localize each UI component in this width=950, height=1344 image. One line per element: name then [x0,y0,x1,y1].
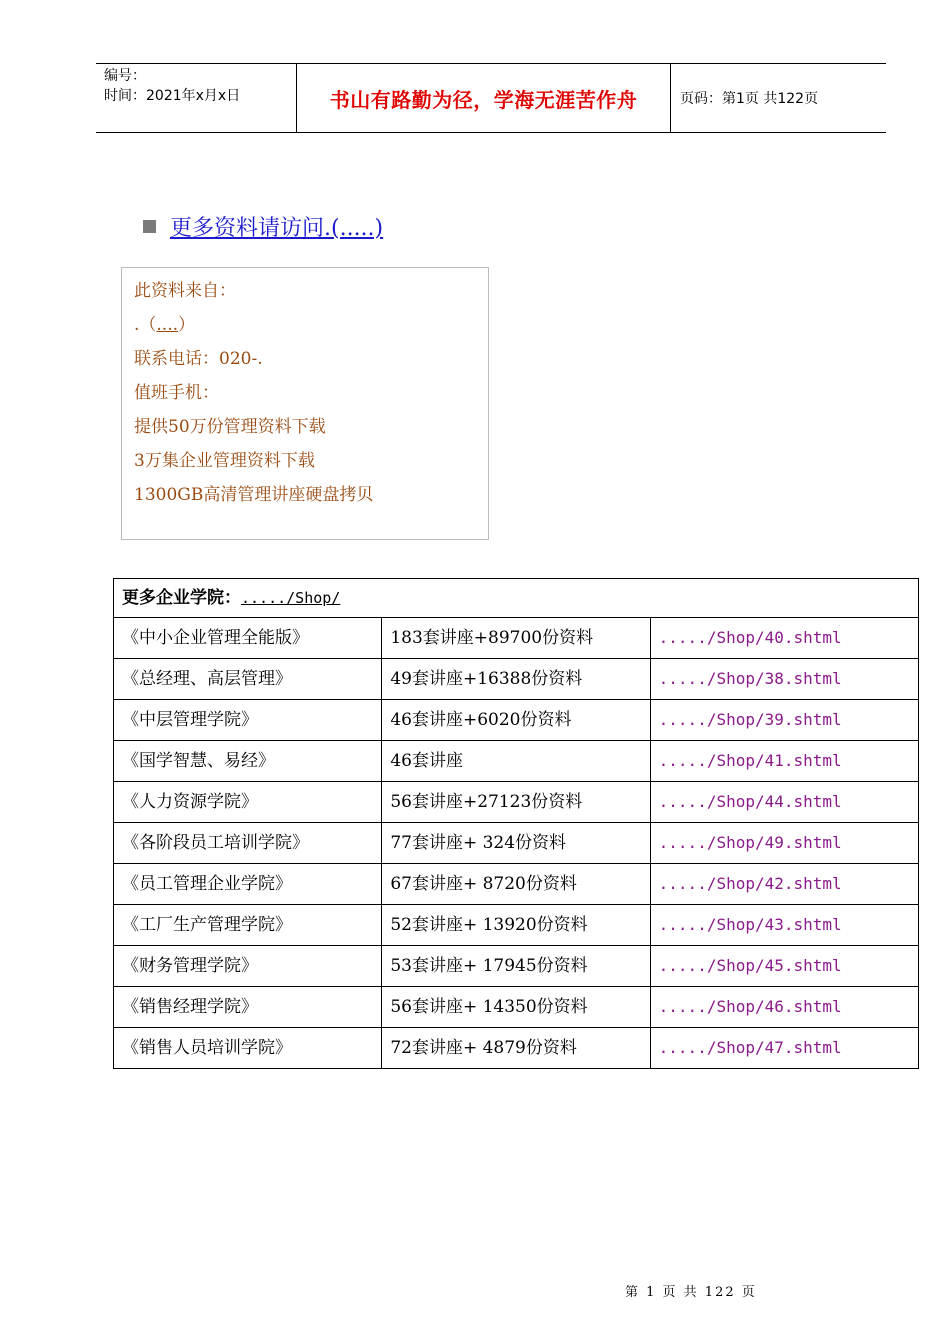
academy-name: 《财务管理学院》 [114,946,382,987]
doc-time-label: 时间：2021年x月x日 [104,88,241,104]
academy-content: 53套讲座+ 17945份资料 [382,946,650,987]
source-site-suffix: ） [178,315,196,335]
table-row [114,782,919,823]
academy-content: 49套讲座+16388份资料 [382,659,650,700]
academy-link[interactable]: ...../Shop/49.shtml [650,823,918,864]
duty-mobile-line: 值班手机： [134,383,219,403]
table-header-label: 更多企业学院： [122,588,241,608]
table-row [114,700,919,741]
source-line: 此资料来自： [134,281,236,301]
academy-name: 《工厂生产管理学院》 [114,905,382,946]
table-row [114,659,919,700]
table-row [114,741,919,782]
academy-name: 《中小企业管理全能版》 [114,618,382,659]
academy-link[interactable]: ...../Shop/38.shtml [650,659,918,700]
table-row [114,987,919,1028]
table-header-link[interactable]: ...../Shop/ [241,589,341,607]
academy-content: 67套讲座+ 8720份资料 [382,864,650,905]
table-header-cell [114,579,919,618]
academy-name: 《国学智慧、易经》 [114,741,382,782]
table-row [114,1028,919,1069]
academy-link[interactable]: ...../Shop/39.shtml [650,700,918,741]
source-info-box [121,267,489,540]
header-page-info: 页码：第1页 共122页 [680,91,819,107]
academy-content: 46套讲座+6020份资料 [382,700,650,741]
academy-link[interactable]: ...../Shop/40.shtml [650,618,918,659]
academy-name: 《销售人员培训学院》 [114,1028,382,1069]
source-site-prefix: .（ [134,315,157,335]
source-site-line [134,308,488,342]
academy-link[interactable]: ...../Shop/46.shtml [650,987,918,1028]
page-footer: 第 1 页 共 122 页 [625,1285,757,1300]
academy-link[interactable]: ...../Shop/43.shtml [650,905,918,946]
academy-link[interactable]: ...../Shop/42.shtml [650,864,918,905]
academy-content: 72套讲座+ 4879份资料 [382,1028,650,1069]
academy-content: 77套讲座+ 324份资料 [382,823,650,864]
offer-line: 3万集企业管理资料下载 [134,451,315,471]
academy-content: 56套讲座+27123份资料 [382,782,650,823]
offer-line: 1300GB高清管理讲座硬盘拷贝 [134,485,374,505]
academy-name: 《销售经理学院》 [114,987,382,1028]
academy-content: 183套讲座+89700份资料 [382,618,650,659]
table-row [114,823,919,864]
academy-content: 46套讲座 [382,741,650,782]
table-row [114,864,919,905]
offer-line: 提供50万份管理资料下载 [134,417,326,437]
table-row [114,618,919,659]
academy-table [113,578,919,1069]
contact-phone-line: 联系电话：020-. [134,349,263,369]
academy-link[interactable]: ...../Shop/44.shtml [650,782,918,823]
source-site-link[interactable]: .... [156,315,179,335]
academy-link[interactable]: ...../Shop/41.shtml [650,741,918,782]
academy-name: 《员工管理企业学院》 [114,864,382,905]
table-row [114,946,919,987]
header-divider [670,64,671,132]
header-meta [104,66,296,106]
academy-content: 52套讲座+ 13920份资料 [382,905,650,946]
table-row [114,905,919,946]
academy-name: 《人力资源学院》 [114,782,382,823]
academy-content: 56套讲座+ 14350份资料 [382,987,650,1028]
academy-name: 《总经理、高层管理》 [114,659,382,700]
page-header [96,63,886,133]
header-motto: 书山有路勤为径，学海无涯苦作舟 [329,87,638,112]
more-resources-line [143,214,383,244]
academy-name: 《中层管理学院》 [114,700,382,741]
table-header-row [114,579,919,618]
academy-link[interactable]: ...../Shop/45.shtml [650,946,918,987]
academy-link[interactable]: ...../Shop/47.shtml [650,1028,918,1069]
doc-number-label: 编号： [104,68,146,84]
more-resources-link[interactable]: 更多资料请访问.(.....) [170,216,384,241]
academy-name: 《各阶段员工培训学院》 [114,823,382,864]
square-bullet-icon [143,220,156,233]
